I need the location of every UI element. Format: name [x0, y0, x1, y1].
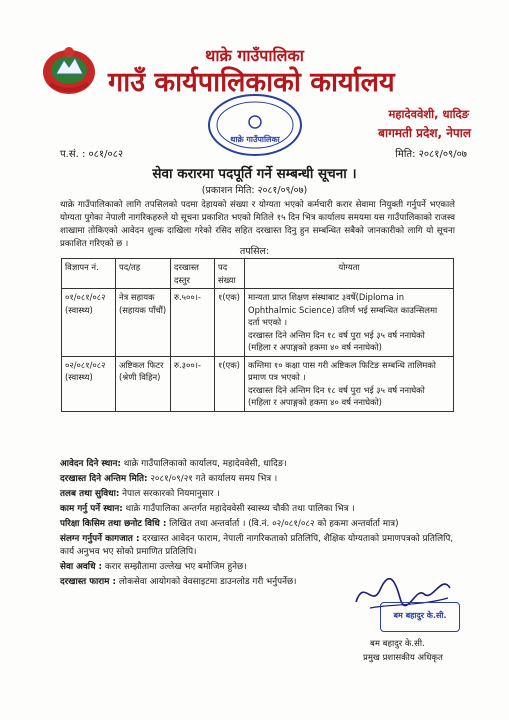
post-name: अष्टिकल फिटर (श्रेणी विहिन): [116, 356, 171, 411]
table-header-row: [62, 259, 454, 289]
application-fee: रु.३००।-: [171, 356, 215, 411]
seal-text: थाक्रे गाउँपालिका: [230, 135, 280, 144]
municipality-name: थाक्रे गाउँपालिका: [205, 46, 304, 65]
details-heading: तपसिल:: [239, 246, 270, 257]
vacancy-table: [61, 258, 454, 412]
office-location: महादेववेशी, धादिङ: [388, 107, 469, 121]
post-name: नेत्र सहायक (सहायक पाँचौं): [116, 289, 171, 357]
info-line: सेवा अवधि : करार सम्झौतामा उल्लेख भए बमोजिम हुनेछ।: [60, 562, 247, 572]
ad-number: ०२/०८१/०८२ (स्वास्थ्य): [62, 356, 116, 411]
letter-date: मिति: २०८१/०९/०७: [395, 149, 467, 160]
column-header: योग्यता: [245, 259, 454, 289]
official-seal: [205, 92, 305, 158]
post-count: १(एक): [215, 356, 245, 411]
qualification-line: दरखास्त दिने अन्तिम दिन १८ वर्ष पुरा भई ३५ वर्ष ननाघेको (महिला र अपाङ्गको हकमा ४० वर्ष ननाघेको): [248, 329, 425, 352]
signature-stamp: बम बहादुर के.सी.: [380, 602, 460, 632]
info-line: संलग्न गर्नुपर्ने कागजात : दरखास्त आवेदन फाराम, नेपाली नागरिकताको प्रतिलिपि, शैक्षिक योग्यताको प्रमाणपत्रको प्रतिलिपि, कार्य अनुभव भए सोको प्रमाणित प्रतिलिपि।: [60, 534, 454, 557]
publish-date: (प्रकाशन मिति: २०८१/०९/०७): [201, 185, 308, 196]
post-count: १(एक): [215, 289, 245, 357]
info-line: आवेदन दिने स्थान: थाक्रे गाउँपालिकाको कार्यालय, महादेववेसी, धादिङ।: [60, 459, 287, 469]
signatory-name: बम बहादुर के.सी.: [370, 639, 425, 649]
table-row: [62, 356, 454, 411]
column-header: विज्ञापन नं.: [62, 259, 116, 289]
info-line: दरखास्त दिने अन्तिम मिति: २०८१/०९/२१ गते कार्यालय समय भित्र ।: [60, 474, 278, 484]
column-header: पद संख्या: [215, 259, 245, 289]
column-header: पद/तह: [116, 259, 171, 289]
qualification: [245, 356, 454, 411]
info-line: दरखास्त फाराम : लोकसेवा आयोगको वेवसाइटमा डाउनलोड गरी भर्नुपर्नेछ।: [60, 577, 297, 587]
column-header: दरखास्त दस्तुर: [171, 259, 215, 289]
qualification-line: मान्यता प्राप्त शिक्षण संस्थाबाट ३वर्षे(Diploma in Ophthalmic Science) उतिर्ण भई सम्बन्धित काउन्सिलमा दर्ता भएको ।: [248, 292, 438, 327]
ad-number: ०१/०८१/०८२ (स्वास्थ्य): [62, 289, 116, 357]
office-name: गाउँ कार्यपालिकाको कार्यालय: [108, 67, 395, 98]
qualification-line: कम्तिमा १० कक्षा पास गरी अष्टिकल फिटिङ सम्बन्धि तालिमको प्रमाण पत्र भएको ।: [248, 359, 436, 382]
reference-number: प.सं. : ०८१/०८२: [60, 149, 124, 160]
qualification: [245, 289, 454, 357]
office-province: बागमती प्रदेश, नेपाल: [378, 126, 471, 140]
info-line: परिक्षा किसिम तथा छनोट विधि : लिखित तथा अन्तर्वार्ता । (वि.नं. ०२/०८१/०८२ को हकमा अन्तर्वार्ता मात्र): [60, 519, 399, 529]
info-line: काम गर्नु पर्ने स्थान: थाक्रे गाउँपालिका अन्तर्गत महादेववेसी स्वास्थ्य चौकी तथा पालिका भित्र ।: [60, 504, 355, 514]
application-fee: रु.५००।-: [171, 289, 215, 357]
notice-body: थाक्रे गाउँपालिकाको लागि तपसिलको पदमा देहायको संख्या र योग्यता भएको कर्मचारी करार सेवामा नियुक्ती गर्नुपर्ने भएकाले योग्यता पुगेका नेपाली नागरिकहरुले यो सूचना प्रकाशित भएको मितिले १५ दिन भित्र कार्यालय समयमा यस गाउँपालिकाको राजस्व शाखामा तोकिएको आवेदन शुल्क दाखिला गरेको रसिद सहित दरखास्त दिनु हुन सम्बन्धित सबैको जानकारीको लागि यो सूचना प्रकाशित गरिएको छ ।: [60, 200, 455, 249]
qualification-line: दरखास्त दिने अन्तिम दिन १८ वर्ष पुरा भई ३५ वर्ष ननाघेको (महिला र अपाङ्गको हकमा ४० वर्ष ननाघेको): [248, 384, 425, 407]
signatory-title: प्रमुख प्रशासकीय अधिकृत: [363, 653, 443, 663]
notice-title: सेवा करारमा पदपूर्ति गर्ने सम्बन्धी सूचना ।: [152, 166, 357, 182]
info-line: तलब तथा सुविधा: नेपाल सरकारको नियमानुसार ।: [60, 489, 220, 499]
table-row: [62, 289, 454, 357]
